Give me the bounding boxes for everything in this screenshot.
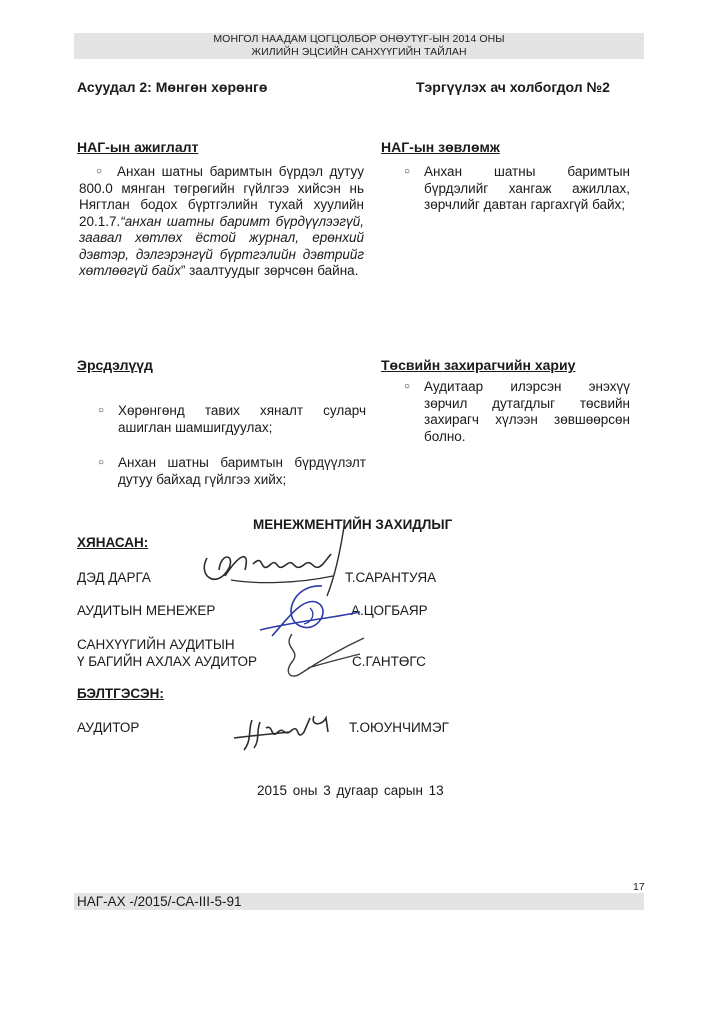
- header-line-1: МОНГОЛ НААДАМ ЦОГЦОЛБОР ОНӨУТҮГ-ЫН 2014 ОНЫ: [213, 33, 505, 45]
- risk-item-text: Анхан шатны баримтын бүрдүүлэлт дутуу байхад гүйлгээ хийх;: [118, 455, 366, 487]
- bullet-circle-icon: ○: [404, 381, 411, 392]
- reviewer-position: ДЭД ДАРГА: [77, 570, 151, 585]
- bullet-circle-icon: ○: [96, 166, 103, 177]
- reviewed-label: ХЯНАСАН:: [77, 535, 149, 550]
- bullet-circle-icon: ○: [404, 166, 411, 177]
- question-title: Асуудал 2: Мөнгөн хөрөнгө: [77, 79, 268, 95]
- preparer-name: Т.ОЮУНЧИМЭГ: [349, 720, 449, 735]
- document-footer: [74, 893, 644, 910]
- finding-title: НАГ-ын ажиглалт: [77, 139, 199, 155]
- recommendation-text: Анхан шатны баримтын бүрдэлийг хангаж ажиллах, зөрчлийг давтан гаргахгүй байх;: [424, 164, 630, 212]
- recommendation-title: НАГ-ын зөвлөмж: [381, 139, 500, 155]
- risk-item: [98, 455, 366, 488]
- document-date: 2015 оны 3 дугаар сарын 13: [257, 783, 444, 798]
- header-line-2: ЖИЛИЙН ЭЦСИЙН САНХҮҮГИЙН ТАЙЛАН: [251, 45, 467, 58]
- signature-senior-auditor: [278, 628, 368, 684]
- recommendation-item: [404, 164, 630, 214]
- response-text: Аудитаар илэрсэн энэхүү зөрчил дутагдлыг төсвийн захирагч хүлээн зөвшөөрсөн болно.: [424, 379, 630, 444]
- reviewer-position: АУДИТЫН МЕНЕЖЕР: [77, 603, 216, 618]
- risk-item: [98, 403, 366, 436]
- risk-item-text: Хөрөнгөнд тавих хяналт суларч ашиглан шамшигдуулах;: [118, 403, 366, 435]
- finding-text: [79, 164, 364, 280]
- risks-title: Эрсдэлүүд: [77, 357, 153, 373]
- finding-text-part-2: ” заалтуудыг зөрчсөн байна.: [180, 263, 359, 278]
- reviewer-position-line-2: Ү БАГИЙН АХЛАХ АУДИТОР: [77, 654, 258, 669]
- finding-text-quote: “анхан шатны баримт бүрдүүлээгүй, заавал хөтлөх ёстой журнал, ерөнхий дэвтэр, дэлгэрэнгүй бүртгэлийн дэвтрийг хөтлөөгүй байх: [79, 213, 364, 278]
- document-header: [74, 33, 644, 59]
- response-title: Төсвийн захирагчийн хариу: [381, 357, 576, 373]
- signature-auditor: [230, 706, 340, 752]
- prepared-label: БЭЛТГЭСЭН:: [77, 686, 164, 701]
- preparer-position: АУДИТОР: [77, 720, 140, 735]
- bullet-circle-icon: ○: [98, 405, 105, 416]
- response-item: [404, 379, 630, 445]
- reviewer-name: А.ЦОГБАЯР: [351, 603, 428, 618]
- bullet-circle-icon: ○: [98, 457, 105, 468]
- question-priority: Тэргүүлэх ач холбогдол №2: [416, 79, 610, 95]
- reviewer-position: САНХҮҮГИЙН АУДИТЫН: [77, 637, 235, 652]
- reviewer-name: С.ГАНТӨГС: [352, 654, 426, 669]
- reviewer-name: Т.САРАНТУЯА: [345, 570, 437, 585]
- management-letter-title: МЕНЕЖМЕНТИЙН ЗАХИДЛЫГ: [253, 517, 453, 532]
- finding-text-part-1: Анхан шатны баримтын бүрдэл дутуу 800.0 мянган төгрөгийн гүйлгээ хийсэн нь Нягтлан бодох бүртгэлийн тухай хуулийн 20.1.7.: [79, 164, 364, 229]
- page-number: 17: [633, 881, 645, 893]
- footer-code: НАГ-АХ -/2015/-СА-III-5-91: [77, 894, 242, 909]
